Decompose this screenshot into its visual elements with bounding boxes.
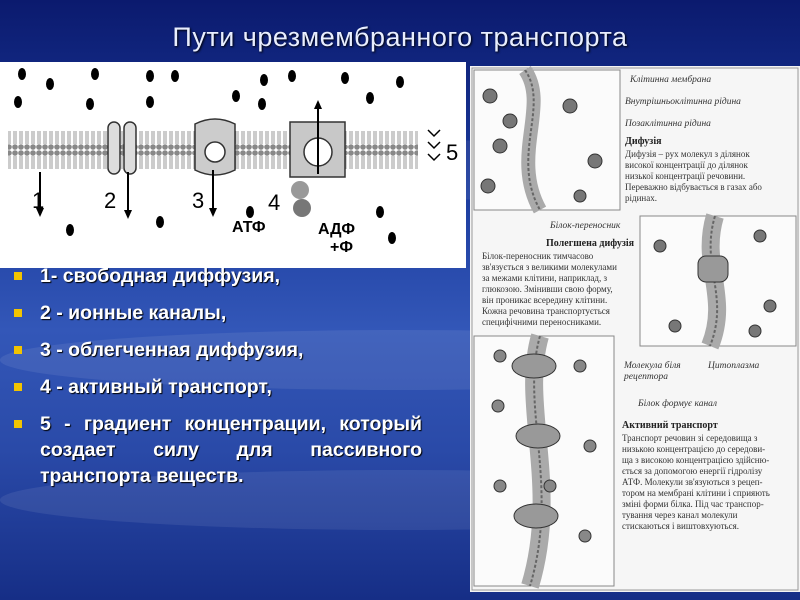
label-5: 5 — [446, 140, 459, 165]
slide-title: Пути чрезмембранного транспорта — [172, 22, 628, 52]
bullet-item: 3 - облегченная диффузия, — [10, 337, 422, 363]
label-receptor-1: Молекула біля — [624, 361, 681, 371]
caption-line: Кожна речовина транспортується — [482, 306, 610, 316]
caption-line: низькою концентрацією до середови- — [622, 444, 766, 454]
caption-line: Дифузія – рух молекул з ділянок — [625, 149, 750, 159]
bullet-item: 2 - ионные каналы, — [10, 300, 422, 326]
caption-line: за межами клітини, наприклад, з — [482, 273, 608, 283]
caption-line: високої концентрації до ділянок — [625, 160, 748, 170]
caption-line: низької концентрації речовини. — [625, 171, 746, 181]
caption-line: рідинах. — [625, 193, 657, 203]
label-3: 3 — [192, 188, 205, 213]
label-cytoplasm: Цитоплазма — [708, 361, 760, 371]
caption-line: глюкозою. Змінивши свою форму, — [482, 284, 613, 294]
caption-line: ється за допомогою енергії гідролізу — [622, 466, 763, 476]
label-channel: Білок формує канал — [638, 399, 718, 409]
phosphate-label: +Ф — [330, 239, 353, 256]
caption-line: стискаються і виштовхуються. — [622, 521, 739, 531]
label-receptor-2: рецептора — [624, 372, 669, 382]
caption-line: специфічними переносниками. — [482, 317, 602, 327]
adp-label: АДФ — [318, 221, 355, 238]
caption-line: Білок-переносник тимчасово — [482, 251, 594, 261]
transport-types-illustration — [470, 66, 800, 592]
label-intracellular: Внутрішньоклітинна рідина — [625, 97, 741, 107]
facilitated-heading: Полегшена дифузія — [546, 238, 635, 249]
caption-line: тором на мембрані клітини і сприяють — [622, 488, 770, 498]
caption-line: Переважно відбувається в газах або — [625, 182, 762, 192]
label-1: 1 — [32, 188, 45, 213]
label-2: 2 — [104, 188, 117, 213]
caption-line: зміні форми білка. Під час транспор- — [622, 499, 764, 509]
caption-line: тування через канал молекули — [622, 510, 738, 520]
ion-channel — [108, 122, 120, 174]
bullet-item: 4 - активный транспорт, — [10, 374, 422, 400]
caption-line: Транспорт речовин зі середовища з — [622, 433, 758, 443]
bullet-item: 5 - градиент концентрации, который создает силу для пассивного транспорта веществ. — [10, 411, 422, 489]
label-4: 4 — [268, 190, 281, 215]
bullet-item: 1- свободная диффузия, — [10, 263, 422, 289]
gradient-chevrons — [428, 130, 440, 160]
label-carrier: Білок-переносник — [550, 221, 621, 231]
active-heading: Активний транспорт — [622, 420, 718, 431]
label-membrane: Клітинна мембрана — [630, 75, 712, 85]
caption-line: ща з високою концентрацією здійсню- — [622, 455, 770, 465]
atp-label: АТФ — [232, 219, 266, 236]
diffusion-heading: Дифузія — [625, 136, 662, 147]
membrane-transport-diagram — [0, 62, 466, 268]
label-extracellular: Позаклітинна рідина — [625, 119, 711, 129]
caption-line: він проникає всередину клітини. — [482, 295, 608, 305]
bullet-list — [10, 263, 422, 500]
caption-line: зв'язується з великими молекулами — [482, 262, 617, 272]
caption-line: АТФ. Молекули зв'язуються з рецеп- — [622, 477, 763, 487]
